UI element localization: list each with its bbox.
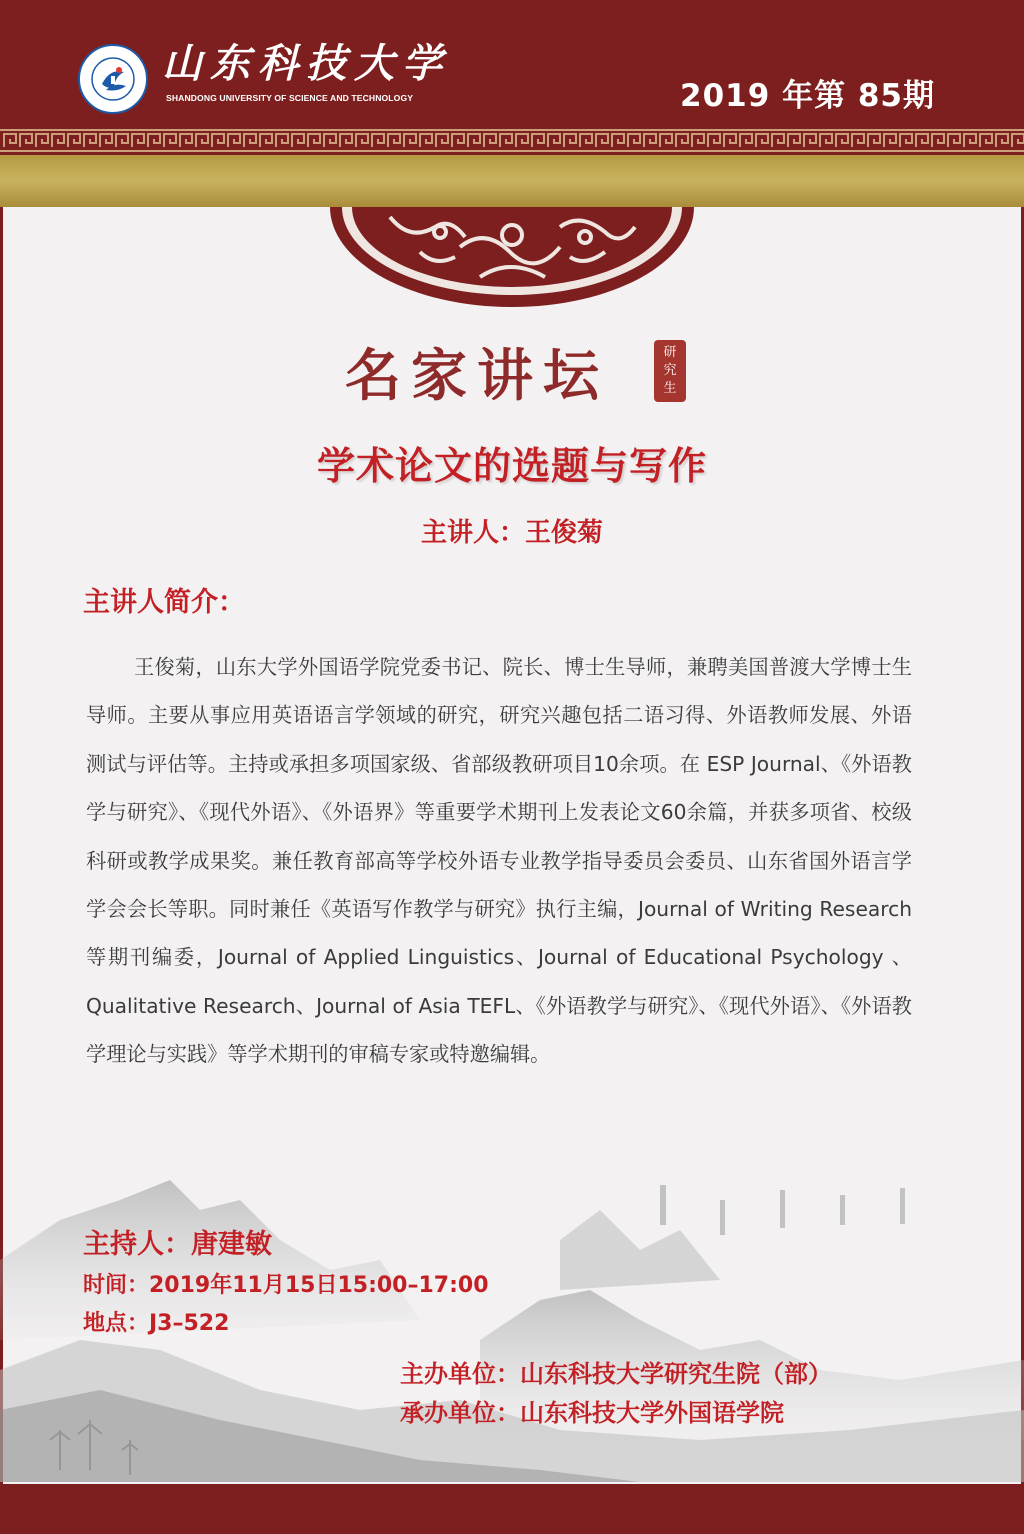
issue-number: 2019 年第 85期	[680, 78, 936, 114]
host-line: 主持人：唐建敏	[83, 1229, 272, 1260]
seal-char: 究	[663, 363, 677, 378]
bio-heading: 主讲人简介：	[83, 587, 245, 618]
location-line: 地点：J3–522	[83, 1311, 230, 1336]
footer-bar	[0, 1484, 1024, 1534]
seal-char: 研	[663, 345, 677, 360]
seal-char: 生	[663, 381, 677, 396]
lecture-title: 学术论文的选题与写作	[316, 444, 707, 488]
graduate-seal	[654, 340, 686, 402]
bio-text: 王俊菊，山东大学外国语学院党委书记、院长、博士生导师，兼聘美国普渡大学博士生导师。主要从事应用英语语言学领域的研究，研究兴趣包括二语习得、外语教师发展、外语测试与评估等。主持或承担多项国家级、省部级教研项目10余项。在 ESP Journal、《外语教学与研究》、《现代外语》、《外语界》等重要学术期刊上发表论文60余篇，并获多项省、校级科研或教学成果奖。兼任教育部高等学校外语专业教学指导委员会委员、山东省国外语言学学会会长等职。同时兼任《英语写作教学与研究》执行主编，Journal of Writing Research等期刊编委，Journal of Applied Linguistics、Journal of Educational Psychology 、Qualitative Research、Journal of Asia TEFL、《外语教学与研究》、《现代外语》、《外语教学理论与实践》等学术期刊的审稿专家或特邀编辑。	[86, 655, 912, 1067]
co-organizer-line: 承办单位：山东科技大学外国语学院	[400, 1399, 784, 1427]
ornament-pattern	[330, 207, 694, 307]
series-title-text: 名家讲坛	[345, 343, 609, 409]
organizer-line: 主办单位：山东科技大学研究生院（部）	[400, 1360, 832, 1388]
speaker-line: 主讲人：王俊菊	[420, 518, 603, 548]
time-line: 时间：2019年11月15日15:00–17:00	[83, 1273, 489, 1298]
meander-border	[0, 125, 1024, 155]
university-name: 山东科技大学	[162, 40, 450, 87]
university-name-en: SHANDONG UNIVERSITY OF SCIENCE AND TECHNOLOGY	[166, 93, 414, 103]
university-logo	[78, 44, 148, 114]
series-title	[0, 332, 1024, 412]
header-bar	[0, 0, 1024, 125]
gold-band	[0, 155, 1024, 207]
